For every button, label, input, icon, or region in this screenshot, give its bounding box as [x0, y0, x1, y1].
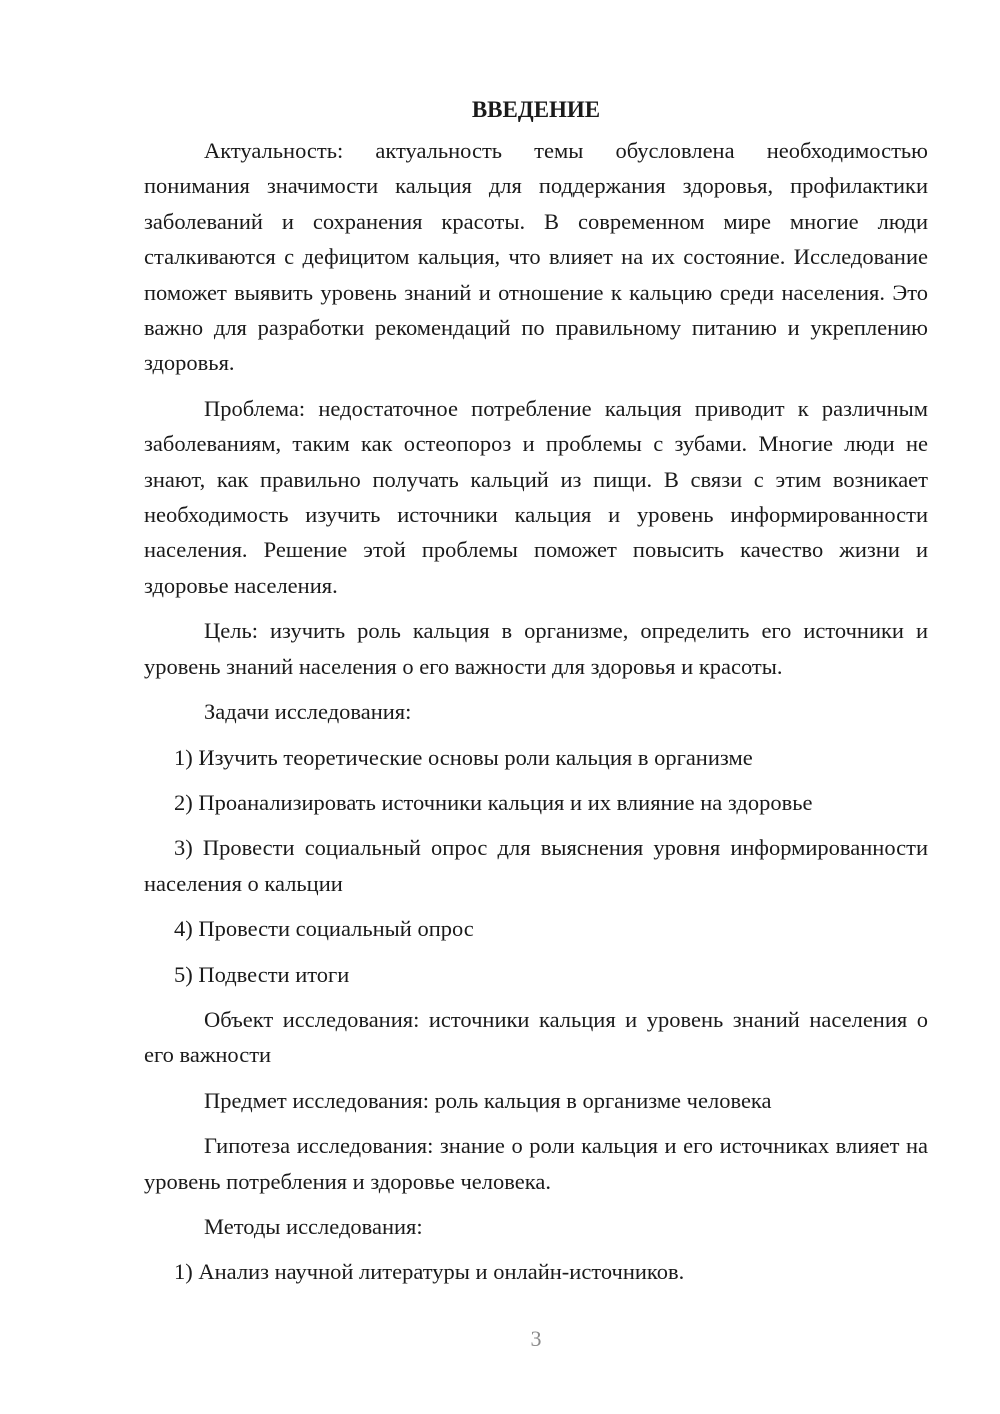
section-heading: ВВЕДЕНИЕ: [471, 97, 601, 122]
document-page: [144, 92, 928, 1300]
subject-paragraph: Предмет исследования: роль кальция в организме человека: [204, 1087, 772, 1113]
page-number: 3: [530, 1326, 542, 1351]
task-item-1: 1) Изучить теоретические основы роли кальция в организме: [174, 744, 753, 770]
methods-title: Методы исследования:: [204, 1213, 423, 1239]
goal-paragraph: Цель: изучить роль кальция в организме, определить его источники и уровень знаний населения о его важности для здоровья и красоты.: [144, 618, 928, 679]
task-item-5: 5) Подвести итоги: [174, 961, 350, 987]
method-item-1: 1) Анализ научной литературы и онлайн-источников.: [174, 1259, 685, 1285]
problem-paragraph: Проблема: недостаточное потребление кальция приводит к различным заболеваниям, таким как остеопороз и проблемы с зубами. Многие люди не знают, как правильно получать кальций из пищи. В связи с этим возникает необходимость изучить источники кальция и уровень информированности населения. Решение этой проблемы поможет повысить качество жизни и здоровье населения.: [144, 395, 928, 598]
task-item-2: 2) Проанализировать источники кальция и их влияние на здоровье: [174, 789, 813, 815]
task-item-4: 4) Провести социальный опрос: [174, 916, 474, 942]
tasks-title: Задачи исследования:: [204, 699, 412, 725]
task-item-3: 3) Провести социальный опрос для выяснения уровня информированности населения о кальции: [144, 835, 928, 896]
object-paragraph: Объект исследования: источники кальция и уровень знаний населения о его важности: [144, 1006, 928, 1068]
hypothesis-paragraph: Гипотеза исследования: знание о роли кальция и его источниках влияет на уровень потребления и здоровье человека.: [144, 1133, 928, 1194]
relevance-paragraph: Актуальность: актуальность темы обусловлена необходимостью понимания значимости кальция для поддержания здоровья, профилактики заболеваний и сохранения красоты. В современном мире многие люди сталкиваются с дефицитом кальция, что влияет на их состояние. Исследование поможет выявить уровень знаний и отношение к кальцию среди населения. Это важно для разработки рекомендаций по правильному питанию и укреплению здоровья.: [144, 138, 928, 376]
